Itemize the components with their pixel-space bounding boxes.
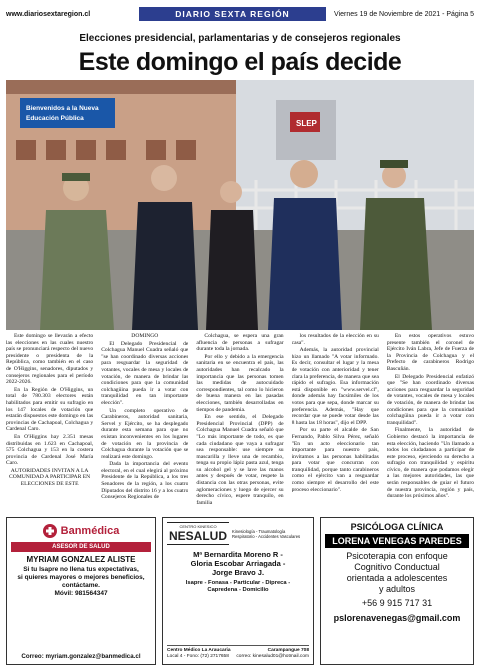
column-1: [6, 333, 93, 513]
paragraph: Dada la importancia del evento electoral, en el cual elegirá al próximo Presidente de la República, a los tres Senadores de la región, a los cuatro Diputados del distrito 16 y a los cuatro Consejeros Regionales de: [101, 461, 189, 501]
paragraph: Finalmente, la autoridad de Gobierno destacó la importancia de esta elección, haciendo "Un llamado a todos los ciudadanos a participar de este proceso, ejerciendo su derecho a sufragio con tranquilidad y espíritu cívico, de manera que podamos elegir a las mejores autoridades, las que serán responsables de guiar el futuro de nuestra provincia, región y país, durante los próximos años".: [386, 427, 475, 500]
banner-line-1: Bienvenidos a la Nueva: [26, 105, 99, 112]
page-date: Viernes 19 de Noviembre de 2021 - Página 5: [334, 10, 474, 18]
services: Isapre - Fonasa - Particular - Dipreca - Capredena - Domicilio: [185, 580, 291, 593]
ad-line: si quieres mayores o mejores beneficios,: [17, 574, 145, 581]
newspaper-brand: DIARIO SEXTA REGIÓN: [139, 7, 326, 21]
column-2: [101, 333, 188, 513]
nesalud-footer: Centro Médico La Araucaria Carampangue 708 Local 4 - Fono: (72) 2717658 correo: kinesalud01@hotmail.com: [167, 645, 309, 660]
article-body: [6, 333, 474, 513]
psicologa-ad: [320, 517, 474, 665]
ad-email: pslorenavenegas@gmail.com: [333, 613, 461, 623]
specialties: Kinesiología - Traumatología Respiratorio - Accidentes Vasculares: [232, 528, 301, 539]
paragraph: En la Región de O'Higgins, un total de 780.303 electores están habilitados para emitir su sufragio en los 147 locales de votación que estarán dispuestos este domingo en las provincias de Cachapoal, Colchagua y Cardenal Caro.: [6, 386, 94, 433]
article-kicker: Elecciones presidencial, parlamentarias y de consejeros regionales: [79, 33, 401, 44]
paragraph: Por ello y debido a la emergencia sanitaria en se encuentra el país, las autoridades han recalcado la importancia que las personas tomen las medidas de autocuidado correspondientes, tal como lo hicieron de buena manera en las pasadas elecciones, también desarrolladas en tiempos de pandemia.: [196, 353, 284, 413]
ad-line: Si tu Isapre no llena tus expectativas,: [23, 566, 139, 573]
paragraph: En ese sentido, el Delegado Presidencial Provincial (DPP) de Colchagua Manuel Cuadra señaló que "Lo más importante de todo, es que cada ciudadano que vaya a sufragar sea responsable: use siempre su mascarilla y lleve una de recambio, tenga su propio lápiz pasta azul, tenga su alcohol gel y se lave las manos antes y después de votar, respete la distancia con las otras personas, evite aglomeraciones y luego de ejercer su derecho cívico, espere tranquilo, en familia: [196, 414, 284, 506]
advertisements: [6, 517, 474, 665]
page-header: [6, 6, 474, 22]
nesalud-ad: [162, 517, 314, 665]
subheading-end: DOMINGO: [131, 333, 159, 339]
slep-badge: SLEP: [296, 119, 317, 128]
banner-line-2: Educación Pública: [26, 115, 84, 122]
paragraph: En estos operativos estuvo presente también el coronel de Ejército Iván Labra, Jefe de Fuerza de la Provincia de Colchagua y el Prefecto de carabineros Rodrigo Bascuñán.: [386, 333, 475, 372]
banmedica-ad: [6, 517, 156, 665]
ad-line: Cognitivo Conductual: [354, 562, 440, 572]
paragraph: los resultados de la elección en su casa".: [291, 333, 379, 346]
paragraph: Un completo operativo de Carabineros, autoridad sanitaria, Servel y Ejército, se ha desplegado durante esta semana para que no existan inconvenientes en los lugares de votación en la provincia de Colchagua durante la votación que se realizará este domingo.: [101, 407, 189, 460]
ad-phone: Móvil: 981564347: [54, 590, 108, 597]
paragraph: El Delegado Presidencial enfatizó que "Se han coordinado diversas acciones para resguardar la seguridad de votantes, vocales de mesa y locales de votación, de manera de brindar las condiciones para que la comunidad colchagüina pueda ir a votar con tranquilidad".: [386, 373, 475, 426]
subheading: AUTORIDADES INVITAN A LA COMUNIDAD A PARTICIPAR EN ELECCIONES DE ESTE: [9, 467, 91, 488]
ad-line: y adultos: [378, 584, 416, 594]
ad-line: contáctame.: [62, 582, 100, 589]
paragraph: Colchagua, se espera una gran afluencia de personas a sufragar durante toda la jornada.: [196, 333, 284, 353]
advisor-name: MYRIAM GONZALEZ ALISTE: [26, 555, 136, 564]
paragraph: El Delegado Presidencial de Colchagua Manuel Cuadra señaló que "se han coordinado diversas acciones para resguardar la seguridad de votantes, vocales de mesa y locales de votación, de manera de brindar las condiciones para que la comunidad colchagüina pueda ir a votar con tranquilidad en tan importante elección".: [101, 340, 189, 406]
ad-role: ASESOR DE SALUD: [11, 542, 151, 552]
paragraph: Además, la autoridad provincial hizo un llamado "A votar informado. Es decir, consultar el lugar y la mesa de votación con anterioridad y tener clara la preferencia, de manera que sea rápido el sufragio. Esa información está disponible en "www.servel.cl", donde además hay facsímiles de los votos para que sepa, donde marcar su preferencia. Además, "Hay que recordar que se puede votar desde las 8 hasta las 18 horas", dijo el DPP.: [291, 347, 379, 426]
ad-title: PSICÓLOGA CLÍNICA: [350, 522, 444, 532]
article-headline: Este domingo el país decide: [78, 48, 402, 76]
nesalud-logo: CENTRO KINESICO NESALUD: [169, 524, 228, 543]
doctor-names: Mª Bernardita Moreno R - Gloria Escobar Arriagada - Jorge Bravo J.: [190, 550, 286, 577]
site-url: www.diariosextaregion.cl: [6, 10, 91, 18]
column-5: [387, 333, 474, 513]
ad-name: LORENA VENEGAS PAREDES: [325, 534, 469, 548]
ad-line: Psicoterapia con enfoque: [346, 551, 448, 561]
paragraph: En O'Higgins hay 2.351 mesas distribuidas en 1.623 en Cachapoal, 575 Colchagua y 153 en la costera provincia de Cardenal José María Caro.: [6, 433, 94, 467]
photo-illustration: [6, 80, 474, 330]
nesalud-header: [167, 522, 309, 545]
paragraph: Por su parte el alcalde de San Fernando, Pablo Silva Pérez, señaló "En un acto eleccionario tan importante para nuestro país, invitamos a las personas habilitadas para votar que concurran con tranquilidad, porque tanto carabineros como el ejército van a resguardar como siempre el desarrollo del este proceso eleccionario".: [291, 427, 379, 493]
ad-phone: +56 9 915 717 31: [361, 598, 433, 608]
ad-email: Correo: myriam.gonzalez@banmedica.cl: [21, 653, 141, 660]
banmedica-logo: Banmédica: [11, 522, 151, 540]
paragraph: Este domingo se llevarán a efecto las elecciones en las cuales nuestro país se pronunciará respecto del nuevo presidente o presidenta de la República, como también en el caso de O'Higgins, senadores, diputados y consejeros regionales para el período 2022-2026.: [6, 333, 94, 386]
column-3: [196, 333, 283, 513]
heart-cross-icon: [43, 524, 57, 538]
article-photo: [6, 80, 474, 330]
column-4: [292, 333, 379, 513]
ad-line: orientada a adolescentes: [346, 573, 448, 583]
